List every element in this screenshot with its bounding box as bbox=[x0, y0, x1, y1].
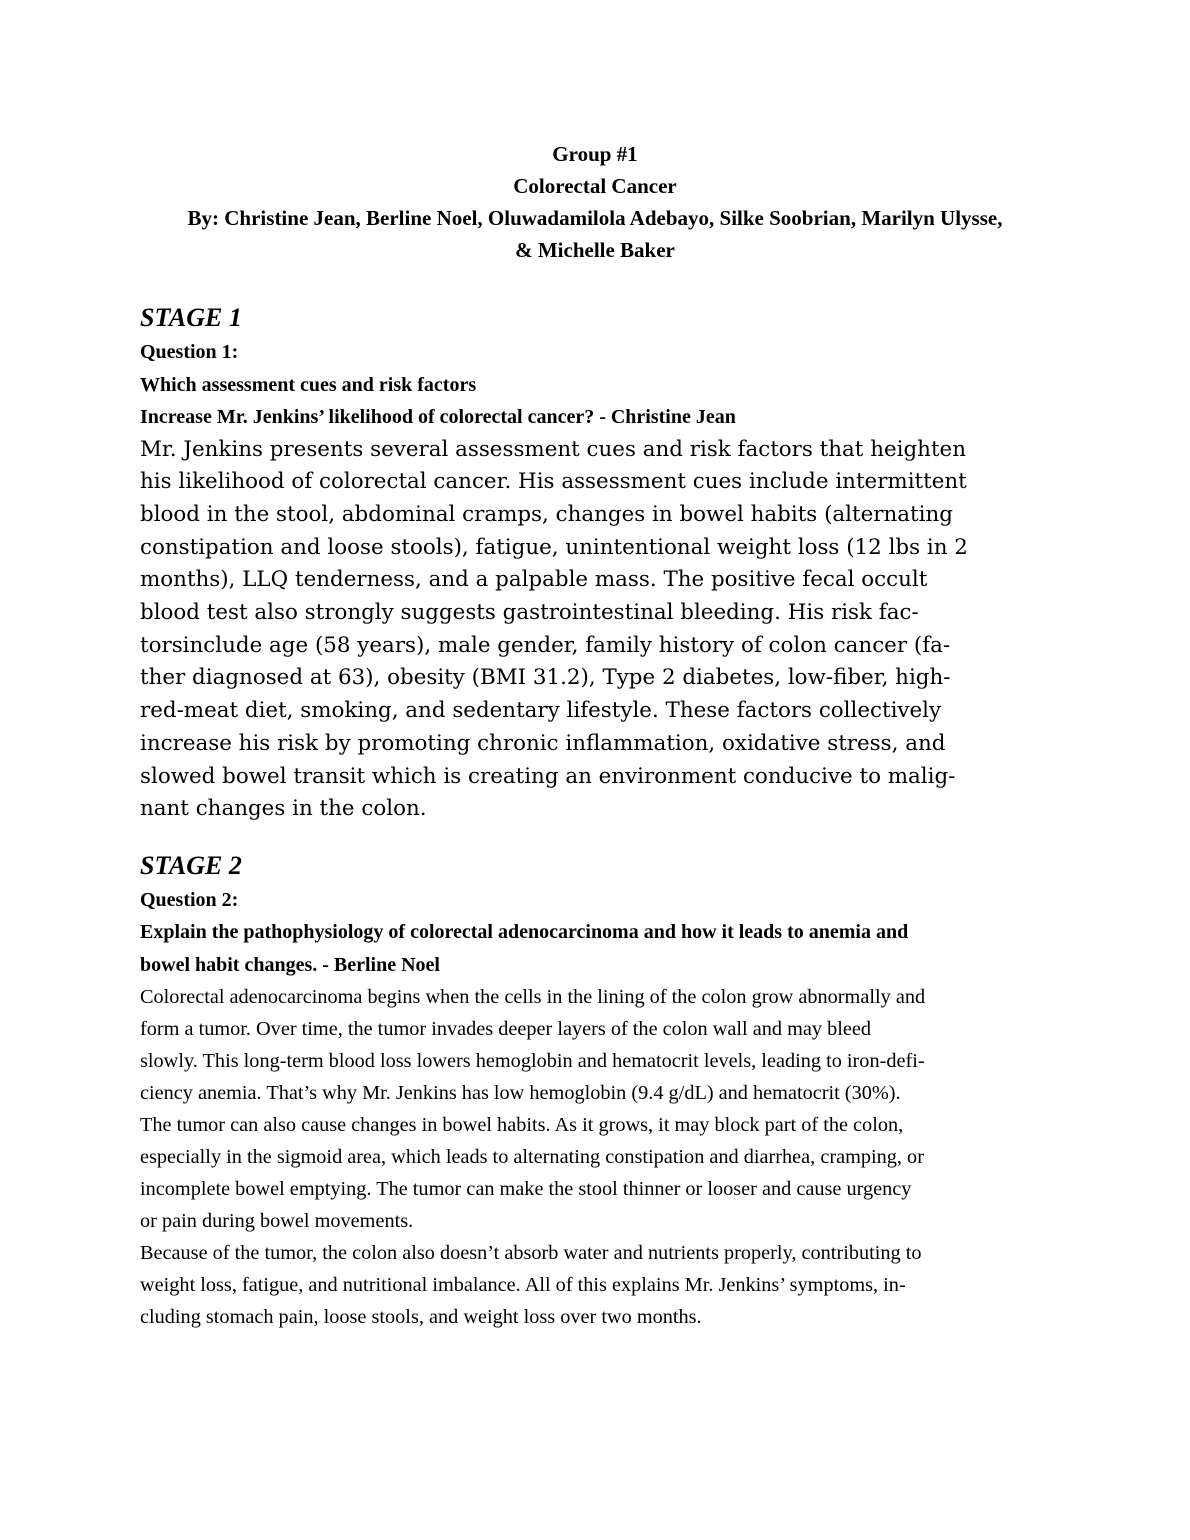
question-1-label: Question 1: bbox=[140, 341, 239, 363]
question-line: bowel habit changes. - Berline Noel bbox=[140, 953, 440, 976]
stage-1-section bbox=[140, 302, 1050, 826]
topic-title: Colorectal Cancer bbox=[513, 174, 677, 198]
answer-line: especially in the sigmoid area, which leads to alternating constipation and diarrhea, cramping, or bbox=[140, 1146, 924, 1169]
authors-line-2: & Michelle Baker bbox=[515, 238, 675, 262]
answer-1-text bbox=[140, 434, 1050, 826]
question-2-label: Question 2: bbox=[140, 888, 239, 911]
stage-1-title: STAGE 1 bbox=[140, 303, 242, 332]
group-title: Group #1 bbox=[552, 142, 638, 166]
authors-line-1: By: Christine Jean, Berline Noel, Oluwadamilola Adebayo, Silke Soobrian, Marilyn Ulysse, bbox=[187, 206, 1003, 230]
answer-line: Colorectal adenocarcinoma begins when the cells in the lining of the colon grow abnormally and bbox=[140, 986, 926, 1009]
answer-line: torsinclude age (58 years), male gender, family history of colon cancer (fa- bbox=[140, 632, 951, 658]
answer-line: cluding stomach pain, loose stools, and weight loss over two months. bbox=[140, 1306, 702, 1329]
answer-line: weight loss, fatigue, and nutritional imbalance. All of this explains Mr. Jenkins’ symptoms, in- bbox=[140, 1274, 906, 1297]
answer-line: constipation and loose stools), fatigue, unintentional weight loss (12 lbs in 2 bbox=[140, 534, 968, 560]
question-2-text bbox=[140, 916, 1050, 981]
answer-line: slowly. This long-term blood loss lowers hemoglobin and hematocrit levels, leading to iron-defi- bbox=[140, 1050, 925, 1073]
question-1-text bbox=[140, 369, 1050, 434]
answer-line: blood test also strongly suggests gastrointestinal bleeding. His risk fac- bbox=[140, 600, 919, 626]
answer-line: or pain during bowel movements. bbox=[140, 1210, 414, 1233]
answer-line: increase his risk by promoting chronic inflammation, oxidative stress, and bbox=[140, 730, 946, 756]
answer-line: his likelihood of colorectal cancer. His assessment cues include intermittent bbox=[140, 469, 967, 495]
stage-2-title: STAGE 2 bbox=[140, 850, 242, 880]
answer-2-text bbox=[140, 981, 1050, 1333]
answer-line: Because of the tumor, the colon also doesn’t absorb water and nutrients properly, contributing to bbox=[140, 1242, 922, 1265]
question-line: Explain the pathophysiology of colorectal adenocarcinoma and how it leads to anemia and bbox=[140, 921, 909, 944]
answer-line: months), LLQ tenderness, and a palpable mass. The positive fecal occult bbox=[140, 567, 928, 593]
stage-2-section bbox=[140, 850, 1050, 1334]
answer-line: ther diagnosed at 63), obesity (BMI 31.2), Type 2 diabetes, low-fiber, high- bbox=[140, 665, 951, 691]
answer-line: nant changes in the colon. bbox=[140, 796, 427, 822]
answer-line: ciency anemia. That’s why Mr. Jenkins has low hemoglobin (9.4 g/dL) and hematocrit (30%). bbox=[140, 1082, 901, 1105]
question-line: Increase Mr. Jenkins’ likelihood of colorectal cancer? - Christine Jean bbox=[140, 406, 736, 428]
question-line: Which assessment cues and risk factors bbox=[140, 373, 477, 396]
document-header bbox=[140, 138, 1050, 266]
answer-line: Mr. Jenkins presents several assessment cues and risk factors that heighten bbox=[140, 436, 966, 462]
answer-line: The tumor can also cause changes in bowel habits. As it grows, it may block part of the colon, bbox=[140, 1114, 904, 1137]
answer-line: incomplete bowel emptying. The tumor can make the stool thinner or looser and cause urgency bbox=[140, 1178, 912, 1201]
answer-line: red-meat diet, smoking, and sedentary lifestyle. These factors collectively bbox=[140, 698, 942, 724]
answer-line: form a tumor. Over time, the tumor invades deeper layers of the colon wall and may bleed bbox=[140, 1018, 872, 1041]
document-page bbox=[140, 138, 1050, 1333]
answer-line: blood in the stool, abdominal cramps, changes in bowel habits (alternating bbox=[140, 501, 953, 527]
answer-line: slowed bowel transit which is creating an environment conducive to malig- bbox=[140, 763, 956, 789]
